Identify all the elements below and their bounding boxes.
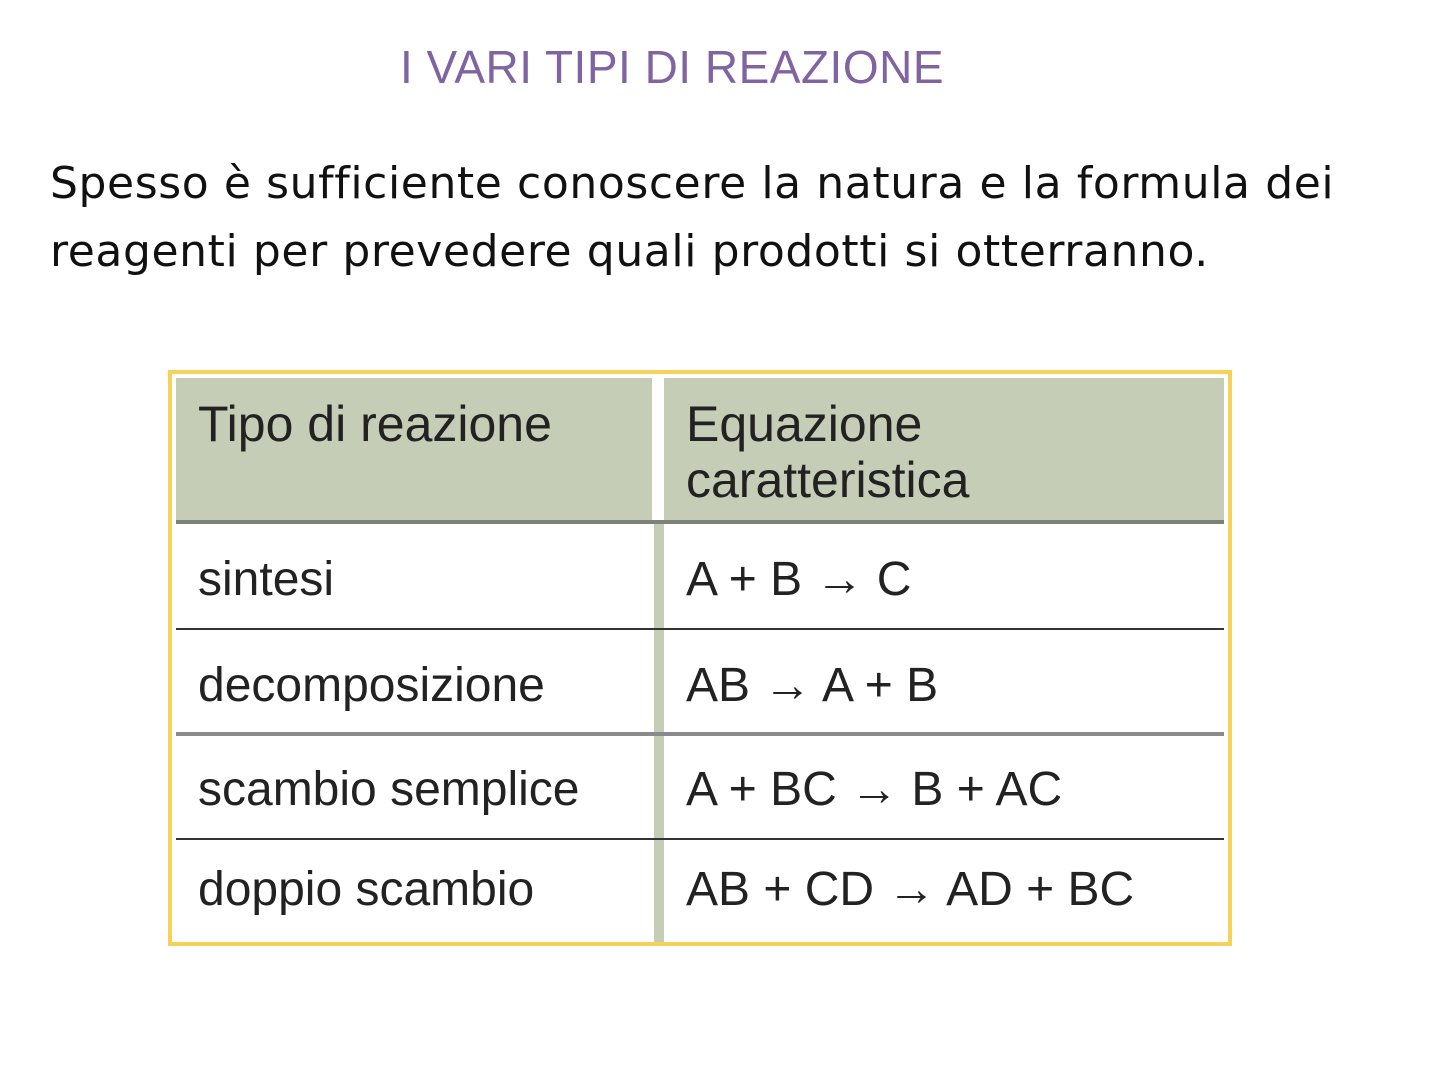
header-column-separator — [652, 374, 664, 524]
intro-paragraph — [50, 150, 1390, 286]
intro-line-2: reagenti per prevedere quali prodotti si otterranno. — [50, 226, 1209, 277]
header-equation-line-2: caratteristica — [686, 452, 970, 508]
slide-title: I VARI TIPI DI REAZIONE — [400, 41, 945, 93]
row-type: scambio semplice — [198, 763, 580, 816]
row-divider — [176, 732, 1224, 736]
row-divider — [176, 838, 1224, 840]
header-equation — [686, 396, 969, 508]
reaction-types-table — [168, 370, 1232, 946]
row-divider — [176, 628, 1224, 630]
row-type: sintesi — [198, 553, 335, 606]
row-equation: A + BC → B + AC — [686, 763, 1063, 816]
header-divider — [176, 520, 1224, 524]
row-equation: AB → A + B — [686, 659, 939, 712]
row-equation: A + B → C — [686, 553, 912, 606]
row-type: decomposizione — [198, 659, 545, 712]
intro-line-1: Spesso è sufficiente conoscere la natura e la formula dei — [50, 158, 1335, 209]
row-equation: AB + CD → AD + BC — [686, 863, 1135, 916]
row-type: doppio scambio — [198, 863, 535, 916]
header-type: Tipo di reazione — [198, 396, 552, 452]
header-equation-line-1: Equazione — [686, 396, 923, 452]
